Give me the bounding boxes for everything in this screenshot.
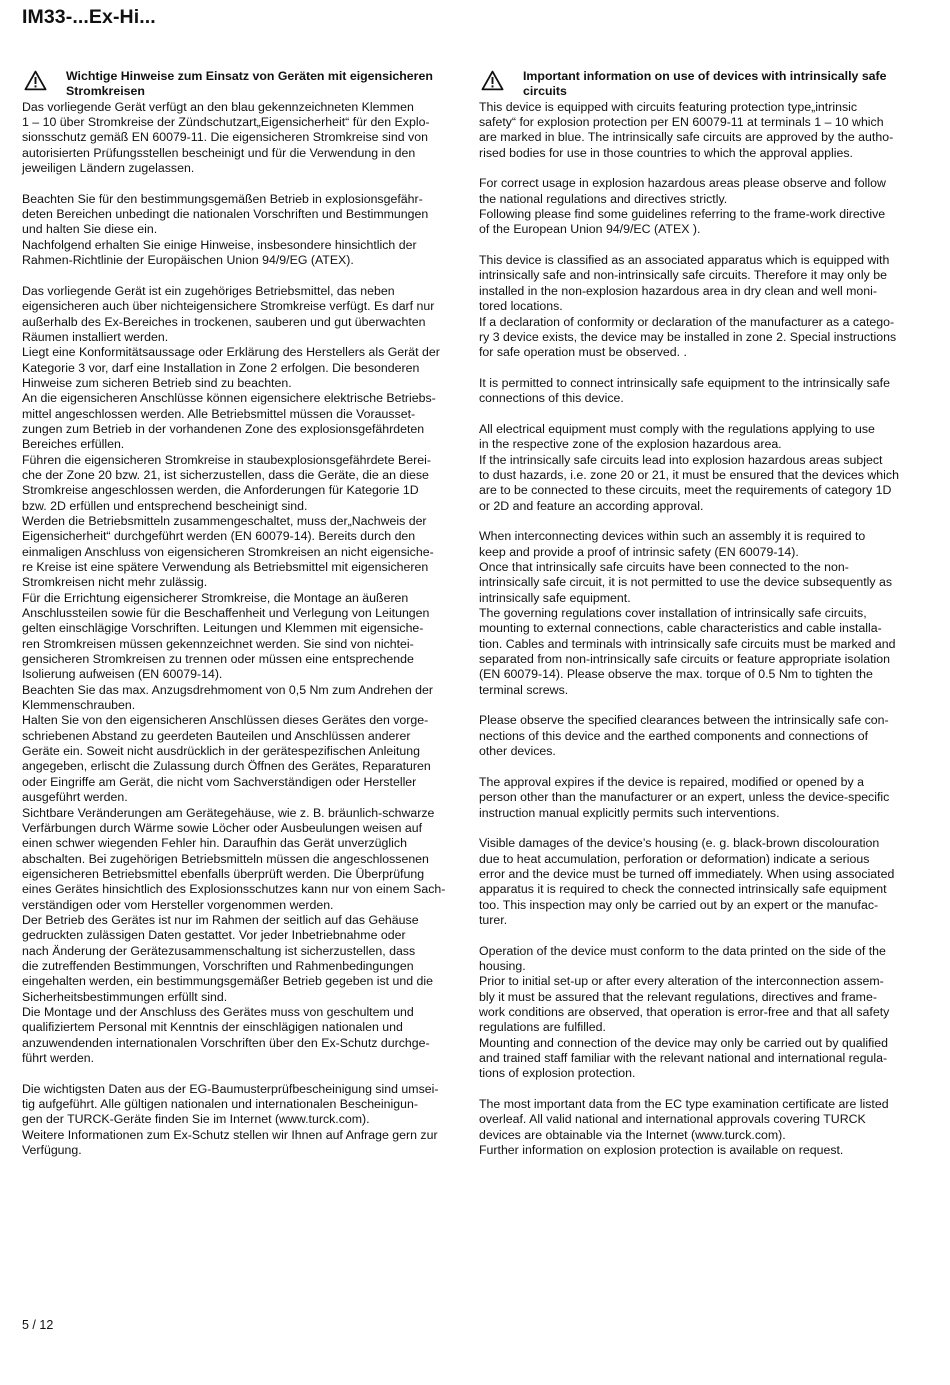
text-line: turer. [479,912,508,927]
text-line: Isolierung aufweisen (EN 60079-14). [22,667,223,682]
text-line: Bereiches erfüllen. [22,437,125,452]
text-line: Das vorliegende Gerät ist ein zugehöriges Betriebsmittel, das neben [22,283,395,298]
text-line: oder Eingriffe am Gerät, die nicht vom Sachverständigen oder Hersteller [22,774,417,789]
text-line: Rahmen-Richtlinie der Europäischen Union 94/9/EG (ATEX). [22,253,354,268]
text-line: und halten Sie diese ein. [22,222,158,237]
text-line: All electrical equipment must comply with the regulations applying to use [479,421,875,436]
text-line: tions of explosion protection. [479,1066,636,1081]
text-line: and trained staff familiar with the relevant national and international regula- [479,1051,888,1065]
text-line: Hinweise zum sicheren Betrieb sind zu beachten. [22,375,292,390]
text-line: gen der TURCK-Geräte finden Sie im Internet (www.turck.com). [22,1112,370,1127]
text-line: einmaligen Anschluss von eigensicheren Stromkreisen an nicht eigensiche- [22,544,434,559]
paragraph [479,529,921,698]
text-line: tored locations. [479,299,563,314]
text-line: bly it must be assured that the relevant regulations, directives and frame- [479,989,877,1004]
text-line: error and the device must be turned off immediately. When using associated [479,866,895,881]
text-line: verständigen oder vom Hersteller vorgenommen werden. [22,897,334,912]
text-line: Der Betrieb des Gerätes ist nur im Rahmen der seitlich auf das Gehäuse [22,912,419,927]
text-line: too. This inspection may only be carried out by an expert or the manufac- [479,897,879,912]
text-line: of the European Union 94/9/EC (ATEX ). [479,222,701,237]
text-line: intrinsically safe and non-intrinsically safe circuits. Therefore it may only be [479,268,887,283]
heading-line: circuits [523,84,567,99]
text-line: are to be connected to these circuits, meet the requirements of category 1D [479,483,892,498]
text-line: Mounting and connection of the device may only be carried out by qualified [479,1035,888,1050]
text-line: Verfügung. [22,1143,82,1158]
text-line: The governing regulations cover installation of intrinsically safe circuits, [479,606,867,621]
text-line: ry 3 device exists, the device may be installed in zone 2. Special instructions [479,329,897,344]
text-line: 1 – 10 über Stromkreise der Zündschutzart„Eigensicherheit“ für den Explo- [22,115,430,130]
text-line: An die eigensicheren Anschlüsse können eigensichere elektrische Betriebs- [22,391,436,406]
paragraph [22,1082,460,1159]
text-line: Sicherheitsbestimmungen erfüllt sind. [22,989,228,1004]
text-line: mounting to external connections, cable characteristics and cable installa- [479,621,882,636]
text-line: zungen zum Betrieb in der vorhandenen Zone des explosionsgefährdeten [22,421,425,436]
heading-line: Important information on use of devices with intrinsically safe [523,69,887,83]
text-line: re Kreise ist eine spätere Verwendung als Betriebsmittel mit eigensicheren [22,560,429,574]
text-line: Verfärbungen durch Wärme sowie Löcher oder Ausbeulungen weisen auf [22,820,423,835]
german-column [22,69,460,1174]
text-line: Once that intrinsically safe circuits have been connected to the non- [479,560,849,574]
text-line: Die Montage und der Anschluss des Gerätes muss von geschultem und [22,1004,414,1019]
text-line: Prior to initial set-up or after every alteration of the interconnection assem- [479,974,884,989]
text-line: Für die Errichtung eigensicherer Stromkreise, die Montage an äußeren [22,590,409,605]
text-line: Nachfolgend erhalten Sie einige Hinweise, insbesondere hinsichtlich der [22,237,417,252]
text-line: person other than the manufacturer or an expert, unless the device-specific [479,790,890,805]
paragraph [479,775,921,821]
text-line: Kategorie 3 vor, darf eine Installation in Zone 2 erfolgen. Die besonderen [22,360,420,375]
text-line: Beachten Sie für den bestimmungsgemäßen Betrieb in explosionsgefähr- [22,191,423,206]
text-line: separated from non-intrinsically safe circuits or feature appropriate isolation [479,652,890,667]
warning-triangle-icon [24,70,47,91]
text-line: Anschlussteilen sowie für die Beschaffenheit und Verlegung von Leitungen [22,606,430,621]
paragraph [479,100,921,161]
english-column [479,69,921,1174]
text-line: mittel angeschlossen werden. Alle Betriebsmittel müssen die Vorausset- [22,406,416,421]
text-line: che der Zone 20 bzw. 21, ist sicherzustellen, dass die Geräte, die an diese [22,467,429,482]
text-line: Stromkreisen nicht mehr zulässig. [22,575,208,590]
page-number: 5 / 12 [22,1318,54,1332]
text-line: intrinsically safe circuit, it is not permitted to use the device subsequently as [479,575,893,590]
text-line: qualifiziertem Personal mit Kenntnis der einschlägigen nationalen und [22,1020,403,1035]
text-line: or 2D and feature an according approval. [479,498,704,513]
text-line: are marked in blue. The intrinsically safe circuits are approved by the autho- [479,130,894,145]
text-line: in the respective zone of the explosion hazardous area. [479,437,782,452]
text-line: führt werden. [22,1051,95,1065]
text-line: installed in the non-explosion hazardous area in dry clean and well moni- [479,283,877,298]
text-line: regulations are fulfilled. [479,1020,606,1035]
text-line: Das vorliegende Gerät verfügt an den blau gekennzeichneten Klemmen [22,99,414,114]
english-heading [479,69,921,100]
text-line: overleaf. All valid national and international approvals covering TURCK [479,1112,866,1127]
text-line: nections of this device and the earthed components and connections of [479,728,869,743]
text-line: gelten einschlägige Vorschriften. Leitungen und Klemmen mit eigensiche- [22,621,424,636]
text-line: Further information on explosion protection is available on request. [479,1143,844,1158]
paragraph [479,176,921,237]
text-line: instruction manual explicitly permits such interventions. [479,805,780,820]
text-line: gensicheren Stromkreisen zu trennen oder müssen eine entsprechende [22,652,414,667]
text-line: connections of this device. [479,391,624,406]
text-line: Beachten Sie das max. Anzugsdrehmoment von 0,5 Nm zum Andrehen der [22,682,434,697]
german-heading [22,69,460,100]
text-line: When interconnecting devices within such an assembly it is required to [479,529,866,544]
text-line: Die wichtigsten Daten aus der EG-Baumusterprüfbescheinigung sind umsei- [22,1081,439,1096]
paragraph [22,284,460,1067]
text-line: Operation of the device must conform to the data printed on the side of the [479,943,886,958]
text-line: This device is classified as an associated apparatus which is equipped with [479,253,890,268]
paragraph [479,836,921,928]
text-line: deten Bereichen unbedingt die nationalen Vorschriften und Bestimmungen [22,207,429,222]
text-line: gedruckten zulässigen Daten gestattet. Vor jeder Inbetriebnahme oder [22,928,406,943]
text-line: due to heat accumulation, perforation or deformation) indicate a serious [479,851,870,866]
text-line: Visible damages of the device’s housing (e. g. black-brown discolouration [479,836,880,851]
text-line: It is permitted to connect intrinsically safe equipment to the intrinsically safe [479,375,890,390]
text-line: abschalten. Bei zugehörigen Betriebsmitteln müssen die angeschlossenen [22,851,429,866]
text-line: Werden die Betriebsmitteln zusammengeschaltet, muss der„Nachweis der [22,513,427,528]
text-line: bzw. 2D erfüllen und entsprechend bescheinigt sind. [22,498,308,513]
text-line: Weitere Informationen zum Ex-Schutz stellen wir Ihnen auf Anfrage gern zur [22,1127,438,1142]
text-line: ren Stromkreisen müssen gekennzeichnet werden. Sie sind von nichtei- [22,636,414,651]
english-paragraphs [479,100,921,1159]
warning-triangle-icon [481,70,504,91]
text-line: Eigensicherheit“ durchgeführt werden (EN 60079-14). Bereits durch den [22,529,416,544]
text-line: Liegt eine Konformitätsaussage oder Erklärung des Herstellers als Gerät der [22,345,440,360]
text-line: intrinsically safe equipment. [479,590,631,605]
text-line: rised bodies for use in those countries to which the approval applies. [479,145,853,160]
paragraph [479,422,921,514]
text-line: einen schwer wiegenden Fehler hin. Daraufhin das Gerät unverzüglich [22,836,407,851]
text-line: anzuwendenden internationalen Vorschriften über den Ex-Schutz durchge- [22,1035,430,1050]
heading-line: Wichtige Hinweise zum Einsatz von Geräten mit eigensicheren [66,69,433,83]
text-line: eines Gerätes hinsichtlich des Explosionsschutzes kann nur von einem Sach- [22,882,446,897]
text-line: the national regulations and directives strictly. [479,191,728,206]
text-line: (EN 60079-14). Please observe the max. torque of 0.5 Nm to tighten the [479,667,873,682]
paragraph [22,192,460,269]
text-line: Halten Sie von den eigensicheren Anschlüssen dieses Gerätes den vorge- [22,713,429,728]
paragraph [479,376,921,407]
text-line: safety“ for explosion protection per EN 60079-11 at terminals 1 – 10 which [479,115,884,130]
text-line: Sichtbare Veränderungen am Gerätegehäuse, wie z. B. bräunlich-schwarze [22,805,435,820]
text-line: autorisierten Prüfungsstellen bescheinigt und für die Verwendung in den [22,145,416,160]
text-line: keep and provide a proof of intrinsic safety (EN 60079-14). [479,544,799,559]
text-line: If the intrinsically safe circuits lead into explosion hazardous areas subject [479,452,883,467]
text-line: tig aufgeführt. Alle gültigen nationalen und internationalen Bescheinigun- [22,1097,418,1112]
text-line: for safe operation must be observed. . [479,345,687,360]
text-line: Klemmenschrauben. [22,698,136,713]
text-line: außerhalb des Ex-Bereiches in trockenen, sauberen und gut überwachten [22,314,426,329]
text-line: work conditions are observed, that operation is error-free and that all safety [479,1004,890,1019]
text-line: jeweiligen Ländern zugelassen. [22,161,195,176]
text-line: to dust hazards, i.e. zone 20 or 21, it must be ensured that the devices which [479,467,899,482]
text-line: apparatus it is required to check the connected intrinsically safe equipment [479,882,887,897]
heading-line: Stromkreisen [66,84,145,99]
text-line: Geräte ein. Soweit nicht ausdrücklich in der gerätespezifischen Anleitung [22,744,420,759]
text-line: For correct usage in explosion hazardous areas please observe and follow [479,176,886,191]
paragraph [479,944,921,1082]
text-line: The most important data from the EC type examination certificate are listed [479,1097,889,1112]
text-line: sionsschutz gemäß EN 60079-11. Die eigensicheren Stromkreise sind von [22,130,428,145]
german-paragraphs [22,100,460,1159]
text-line: housing. [479,958,526,973]
text-line: schriebenen Abstand zu geerdeten Bauteilen und Anschlüssen anderer [22,728,411,743]
text-line: eingehalten werden, ein bestimmungsgemäßer Betrieb gegeben ist und die [22,974,434,989]
text-line: nach Änderung der Gerätezusammenschaltung ist sicherzustellen, dass [22,943,416,958]
text-line: Führen die eigensicheren Stromkreise in staubexplosionsgefährdete Berei- [22,452,431,467]
text-line: If a declaration of conformity or declaration of the manufacturer as a catego- [479,314,895,329]
text-line: Please observe the specified clearances between the intrinsically safe con- [479,713,889,728]
paragraph [22,100,460,177]
text-line: Following please find some guidelines referring to the frame-work directive [479,207,886,222]
text-line: ausgeführt werden. [22,790,128,805]
text-line: devices are obtainable via the Internet (www.turck.com). [479,1127,786,1142]
paragraph [479,253,921,360]
text-line: This device is equipped with circuits featuring protection type„intrinsic [479,99,858,114]
paragraph [479,713,921,759]
text-line: angegeben, erlischt die Zulassung durch Öffnen des Gerätes, Reparaturen [22,759,431,774]
text-line: eigensicheren auch über nichteigensichere Stromkreise verfügt. Es darf nur [22,299,435,314]
text-line: tion. Cables and terminals with intrinsically safe circuits must be marked and [479,636,896,651]
text-line: eigensicheren Betriebsmittel ebenfalls überprüft werden. Die Überprüfung [22,866,425,881]
document-title: IM33-...Ex-Hi... [22,6,156,28]
text-line: Räumen installiert werden. [22,329,169,344]
text-line: terminal screws. [479,682,569,697]
paragraph [479,1097,921,1158]
text-line: other devices. [479,744,556,759]
text-line: Stromkreise angeschlossen werden, die Anforderungen für Kategorie 1D [22,483,419,498]
text-line: The approval expires if the device is repaired, modified or opened by a [479,774,864,789]
text-line: die zutreffenden Bestimmungen, Vorschriften und Rahmenbedingungen [22,958,414,973]
